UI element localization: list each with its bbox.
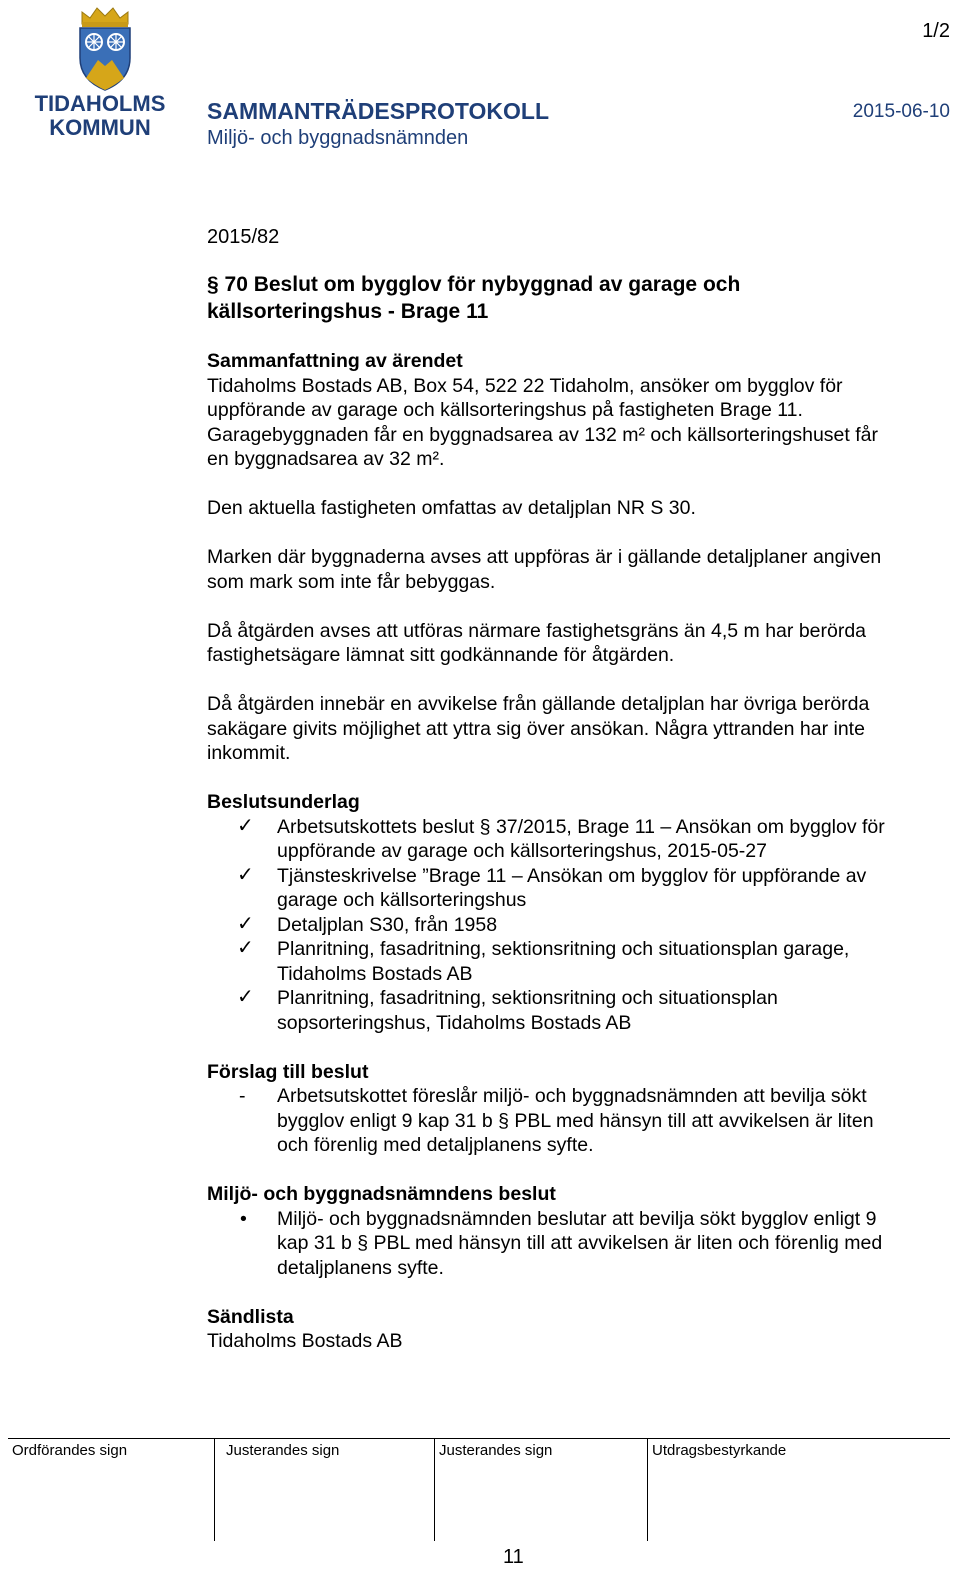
list-item — [207, 1084, 952, 1158]
document-body — [207, 349, 952, 1354]
text-line: detaljplanens syfte. — [277, 1256, 444, 1279]
proposal-list — [207, 1084, 952, 1158]
text-line: Detaljplan S30, från 1958 — [277, 913, 498, 936]
text-line: Tidaholms Bostads AB, Box 54, 522 22 Tidaholm, ansöker om bygglov för — [207, 374, 843, 397]
check-icon: ✓ — [237, 986, 254, 1008]
text-line: sopsorteringshus, Tidaholms Bostads AB — [277, 1011, 632, 1034]
basis-list — [207, 815, 952, 1036]
document-date: 2015-06-10 — [852, 101, 950, 122]
text-line: inkommit. — [207, 742, 291, 764]
text-line: Tidaholms Bostads AB — [277, 962, 473, 985]
signature-label: Ordförandes sign — [12, 1442, 128, 1459]
text-line: Garagebyggnaden får en byggnadsarea av 132 m² och källsorteringshuset får — [207, 423, 878, 446]
summary-paragraph — [207, 374, 952, 472]
document-title: SAMMANTRÄDESPROTOKOLL — [207, 98, 550, 124]
text-line: Tjänsteskrivelse ”Brage 11 – Ansökan om bygglov för uppförande av — [277, 864, 867, 887]
text-line: Då åtgärden avses att utföras närmare fastighetsgräns än 4,5 m har berörda — [207, 619, 867, 642]
check-icon: ✓ — [237, 912, 254, 935]
summary-paragraph — [207, 692, 952, 766]
text-line: Arbetsutskottets beslut § 37/2015, Brage 11 – Ansökan om bygglov för — [277, 815, 885, 838]
text-line: sakägare givits möjlighet att yttra sig över ansökan. Några yttranden har inte — [207, 717, 865, 740]
signature-cell-certification — [648, 1439, 950, 1541]
text-line: bygglov enligt 9 kap 31 b § PBL med hänsyn till att avvikelsen är liten — [277, 1109, 874, 1132]
signature-table — [8, 1438, 950, 1541]
list-item — [207, 937, 952, 986]
footer-page-number: 11 — [503, 1546, 524, 1568]
distribution-heading: Sändlista — [207, 1305, 294, 1328]
municipality-logo — [34, 4, 180, 154]
check-icon: ✓ — [237, 937, 254, 959]
text-line: en byggnadsarea av 32 m². — [207, 448, 445, 470]
check-icon: ✓ — [237, 814, 254, 837]
text-line: Då åtgärden innebär en avvikelse från gällande detaljplan har övriga berörda — [207, 693, 870, 715]
case-heading — [207, 271, 927, 325]
case-heading-line: källsorteringshus - Brage 11 — [207, 300, 489, 323]
signature-cell-chair — [8, 1439, 215, 1541]
text-line: uppförande av garage och källsorteringshus på fastigheten Brage 11. — [207, 399, 803, 421]
logo-line-2: KOMMUN — [49, 115, 151, 140]
text-line: garage och källsorteringshus — [277, 889, 527, 911]
case-reference: 2015/82 — [207, 226, 280, 248]
text-line: Marken där byggnaderna avses att uppföras är i gällande detaljplaner angiven — [207, 546, 882, 568]
text-line: Planritning, fasadritning, sektionsritning och situationsplan garage, — [277, 938, 850, 960]
text-line: som mark som inte får bebyggas. — [207, 570, 496, 593]
decision-heading: Miljö- och byggnadsnämndens beslut — [207, 1183, 556, 1205]
coat-of-arms-icon — [74, 4, 136, 92]
case-heading-line: § 70 Beslut om bygglov för nybyggnad av garage och — [207, 273, 741, 296]
list-item — [207, 864, 952, 913]
list-item — [207, 986, 952, 1035]
distribution-recipient: Tidaholms Bostads AB — [207, 1330, 403, 1352]
list-item — [207, 815, 952, 864]
list-item — [207, 913, 952, 938]
bullet-icon: • — [240, 1207, 247, 1230]
summary-paragraph: Den aktuella fastigheten omfattas av detaljplan NR S 30. — [207, 497, 696, 519]
decision-list — [207, 1207, 952, 1281]
check-icon: ✓ — [237, 863, 254, 886]
summary-heading: Sammanfattning av ärendet — [207, 350, 463, 372]
summary-paragraph — [207, 545, 952, 594]
logo-line-1: TIDAHOLMS — [34, 91, 166, 116]
signature-cell-adjuster-1 — [222, 1439, 435, 1541]
text-line: uppförande av garage och källsorteringshus, 2015-05-27 — [277, 840, 767, 862]
text-line: kap 31 b § PBL med hänsyn till att avvikelsen är liten och förenlig med — [277, 1232, 883, 1254]
text-line: fastighetsägare lämnat sitt godkännande för åtgärden. — [207, 644, 675, 666]
basis-heading: Beslutsunderlag — [207, 791, 360, 813]
signature-label: Utdragsbestyrkande — [652, 1442, 787, 1459]
page-number: 1/2 — [922, 20, 950, 42]
list-item — [207, 1207, 952, 1281]
signature-label: Justerandes sign — [226, 1442, 340, 1459]
summary-paragraph — [207, 619, 952, 668]
dash-icon: - — [239, 1085, 246, 1107]
proposal-heading: Förslag till beslut — [207, 1060, 369, 1083]
signature-label: Justerandes sign — [439, 1442, 553, 1459]
text-line: Arbetsutskottet föreslår miljö- och byggnadsnämnden att bevilja sökt — [277, 1085, 867, 1107]
text-line: Planritning, fasadritning, sektionsritning och situationsplan — [277, 987, 778, 1009]
text-line: Miljö- och byggnadsnämnden beslutar att bevilja sökt bygglov enligt 9 — [277, 1207, 877, 1230]
text-line: och förenlig med detaljplanens syfte. — [277, 1134, 594, 1156]
signature-cell-adjuster-2 — [435, 1439, 648, 1541]
committee-name: Miljö- och byggnadsnämnden — [207, 127, 469, 149]
